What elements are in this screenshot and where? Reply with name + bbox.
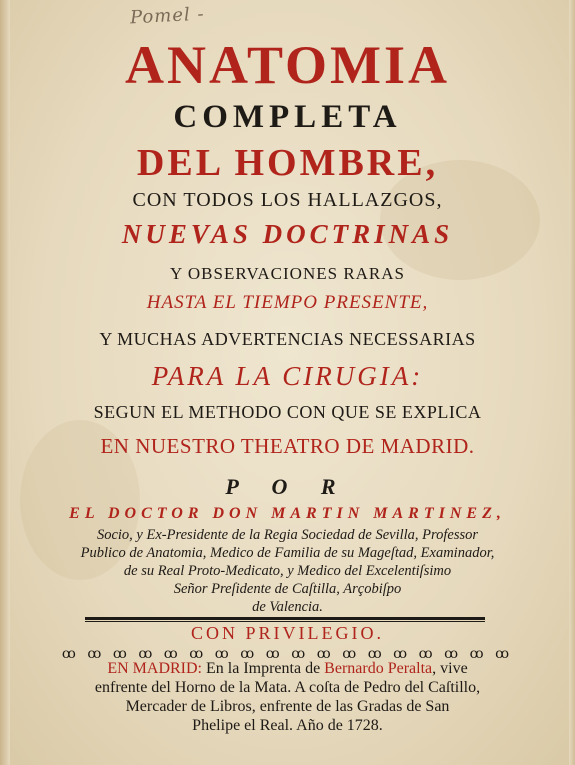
title-anatomia: ANATOMIA bbox=[124, 35, 450, 95]
ornament-band: ꝏ ꝏ ꝏ ꝏ ꝏ ꝏ ꝏ ꝏ ꝏ ꝏ ꝏ ꝏ ꝏ ꝏ ꝏ ꝏ ꝏ ꝏ bbox=[61, 647, 514, 662]
title-theatro: EN NUESTRO THEATRO DE MADRID. bbox=[100, 434, 475, 458]
imprint-text: En la Imprenta de bbox=[202, 660, 325, 677]
title-del-hombre: DEL HOMBRE, bbox=[136, 142, 439, 184]
imprint-text: Phelipe el Real. bbox=[192, 717, 294, 734]
por-label: P O R bbox=[225, 474, 350, 499]
title-hallazgos: CON TODOS LOS HALLAZGOS, bbox=[132, 189, 443, 211]
title-advertencias: Y MUCHAS ADVERTENCIAS NECESSARIAS bbox=[99, 329, 476, 349]
divider-rule bbox=[85, 617, 485, 620]
author-credit-line: Publico de Anatomia, Medico de Familia de su Mageſtad, Examinador, bbox=[80, 545, 495, 561]
author-credit-line: Señor Preſidente de Caſtilla, Arçobiſpo bbox=[173, 581, 402, 597]
imprint-year: Año de 1728. bbox=[293, 717, 383, 734]
title-methodo: SEGUN EL METHODO CON QUE SE EXPLICA bbox=[93, 402, 482, 422]
handwritten-annotation: Pomel - bbox=[129, 3, 206, 29]
imprint-line-1 bbox=[0, 661, 575, 677]
author-name: EL DOCTOR DON MARTIN MARTINEZ, bbox=[69, 505, 506, 522]
imprint-printer: Bernardo Peralta bbox=[324, 660, 433, 677]
privilegio-label: CON PRIVILEGIO. bbox=[191, 623, 384, 643]
title-cirugia: PARA LA CIRUGIA: bbox=[151, 361, 424, 391]
title-nuevas-doctrinas: NUEVAS DOCTRINAS bbox=[121, 219, 454, 249]
title-tiempo-presente: HASTA EL TIEMPO PRESENTE, bbox=[146, 292, 429, 313]
author-credit-line: Socio, y Ex-Presidente de la Regia Sociedad de Sevilla, Professor bbox=[96, 527, 479, 543]
imprint-line-2: enfrente del Horno de la Mata. A coſta de Pedro del Caſtillo, bbox=[94, 679, 481, 696]
imprint-place: EN MADRID: bbox=[107, 660, 202, 677]
imprint-text: , vive bbox=[432, 660, 468, 677]
title-observaciones: Y OBSERVACIONES RARAS bbox=[169, 264, 406, 283]
title-completa: COMPLETA bbox=[173, 99, 402, 135]
author-credit-line: de Valencia. bbox=[252, 599, 323, 615]
imprint-line-4 bbox=[0, 718, 575, 734]
imprint-line-3: Mercader de Libros, enfrente de las Gradas de San bbox=[125, 698, 450, 715]
divider-rule-thin bbox=[85, 621, 485, 622]
author-credit-line: de su Real Proto-Medicato, y Medico del Excelentiſsimo bbox=[123, 563, 452, 579]
